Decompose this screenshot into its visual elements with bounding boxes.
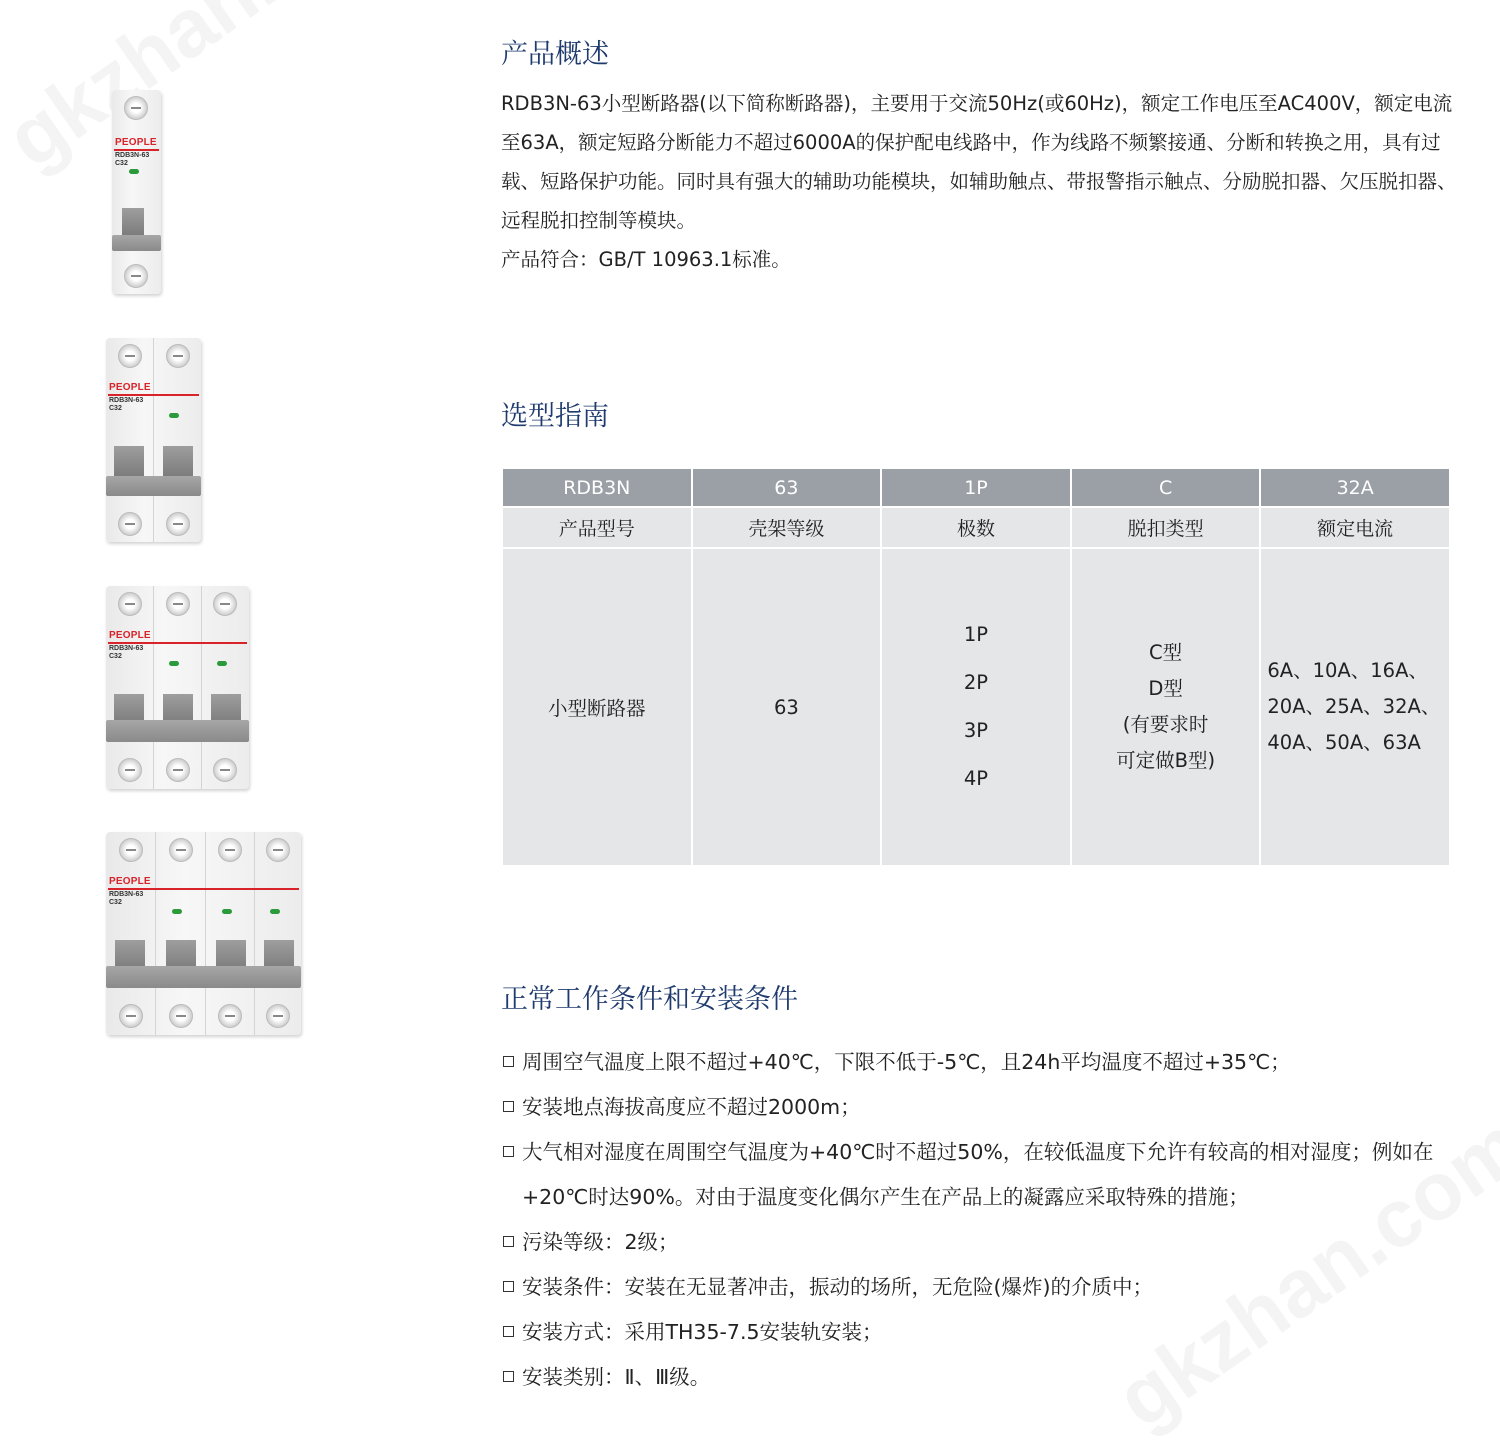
header-cell: C bbox=[1071, 468, 1261, 507]
trip-option: (有要求时 bbox=[1122, 713, 1209, 736]
list-item bbox=[501, 1265, 1481, 1310]
rating-label: C32 bbox=[109, 653, 122, 660]
pole-option: 2P bbox=[963, 671, 989, 694]
status-led bbox=[217, 661, 227, 666]
table-header-row bbox=[502, 468, 1450, 507]
lever-bar bbox=[112, 235, 161, 251]
lever bbox=[114, 446, 144, 476]
screw-icon bbox=[118, 512, 142, 536]
header-cell: 63 bbox=[692, 468, 882, 507]
watermark bbox=[0, 0, 432, 187]
rating-label: C32 bbox=[109, 899, 122, 906]
screw-icon bbox=[213, 758, 237, 782]
rating-label: C32 bbox=[109, 405, 122, 412]
header-cell: RDB3N bbox=[502, 468, 692, 507]
conditions-title: 正常工作条件和安装条件 bbox=[501, 984, 798, 1015]
lever-bar bbox=[106, 476, 201, 496]
overview-paragraph: RDB3N-63小型断路器(以下简称断路器)，主要用于交流50Hz(或60Hz)，额定工作电压至AC400V，额定电流至63A，额定短路分断能力不超过6000A的保护配电线路中，作为线路不频繁接通、分断和转换之用，具有过载、短路保护功能。同时具有强大的辅助功能模块，如辅助触点、带报警指示触点、分励脱扣器、欠压脱扣器、远程脱扣控制等模块。 bbox=[501, 92, 1457, 232]
selection-title: 选型指南 bbox=[501, 401, 609, 432]
screw-icon bbox=[118, 344, 142, 368]
list-item bbox=[501, 1355, 1481, 1400]
list-item-text: 安装类别：Ⅱ、Ⅲ级。 bbox=[522, 1365, 711, 1389]
pole-option: 4P bbox=[963, 767, 989, 790]
rated-current-cell bbox=[1260, 548, 1450, 866]
overview-standard: 产品符合：GB/T 10963.1标准。 bbox=[501, 248, 791, 271]
breaker-3p-image bbox=[106, 586, 249, 789]
status-led bbox=[129, 169, 139, 174]
screw-icon bbox=[266, 1004, 290, 1028]
breaker-1p-image bbox=[112, 90, 161, 294]
trip-option: 可定做B型) bbox=[1116, 749, 1216, 772]
list-item bbox=[501, 1085, 1481, 1130]
screw-icon bbox=[169, 1004, 193, 1028]
lever-bar bbox=[106, 720, 249, 742]
checkbox-square-icon bbox=[503, 1236, 514, 1247]
model-label: RDB3N-63 bbox=[109, 397, 144, 404]
overview-text bbox=[501, 84, 1471, 279]
subheader-cell: 脱扣类型 bbox=[1071, 507, 1261, 548]
breaker-2p-image bbox=[106, 338, 201, 542]
screw-icon bbox=[119, 838, 143, 862]
pole-option: 3P bbox=[963, 719, 989, 742]
list-item bbox=[501, 1310, 1481, 1355]
screw-icon bbox=[118, 758, 142, 782]
screw-icon bbox=[124, 96, 148, 120]
checkbox-square-icon bbox=[503, 1056, 514, 1067]
model-label: RDB3N-63 bbox=[109, 645, 144, 652]
list-item-text: 安装地点海拔高度应不超过2000m； bbox=[522, 1095, 861, 1119]
current-option: 40A、50A、63A bbox=[1267, 731, 1421, 754]
screw-icon bbox=[166, 592, 190, 616]
checkbox-square-icon bbox=[503, 1326, 514, 1337]
lever bbox=[163, 446, 193, 476]
rating-label: C32 bbox=[115, 160, 128, 167]
screw-icon bbox=[166, 344, 190, 368]
screw-icon bbox=[166, 758, 190, 782]
checkbox-square-icon bbox=[503, 1101, 514, 1112]
screw-icon bbox=[166, 512, 190, 536]
lever bbox=[122, 208, 144, 235]
screw-icon bbox=[169, 838, 193, 862]
list-item-text: 大气相对湿度在周围空气温度为+40℃时不超过50%，在较低温度下允许有较高的相对湿度；例如在+20℃时达90%。对由于温度变化偶尔产生在产品上的凝露应采取特殊的措施； bbox=[522, 1140, 1434, 1209]
status-led bbox=[172, 909, 182, 914]
table-row bbox=[502, 548, 1450, 866]
screw-icon bbox=[118, 592, 142, 616]
screw-icon bbox=[266, 838, 290, 862]
trip-option: D型 bbox=[1148, 677, 1183, 700]
model-label: RDB3N-63 bbox=[115, 152, 150, 159]
model-label: RDB3N-63 bbox=[109, 891, 144, 898]
screw-icon bbox=[119, 1004, 143, 1028]
subheader-cell: 额定电流 bbox=[1260, 507, 1450, 548]
pole-option: 1P bbox=[963, 623, 989, 646]
checkbox-square-icon bbox=[503, 1281, 514, 1292]
subheader-cell: 产品型号 bbox=[502, 507, 692, 548]
list-item-text: 周围空气温度上限不超过+40℃，下限不低于-5℃，且24h平均温度不超过+35℃； bbox=[522, 1050, 1291, 1074]
status-led bbox=[222, 909, 232, 914]
overview-title: 产品概述 bbox=[501, 39, 609, 70]
brand-label: PEOPLE bbox=[109, 382, 151, 393]
checkbox-square-icon bbox=[503, 1146, 514, 1157]
poles-cell bbox=[881, 548, 1071, 866]
list-item bbox=[501, 1130, 1481, 1220]
subheader-cell: 壳架等级 bbox=[692, 507, 882, 548]
subheader-cell: 极数 bbox=[881, 507, 1071, 548]
current-option: 6A、10A、16A、 bbox=[1267, 659, 1428, 682]
selection-table bbox=[501, 467, 1451, 867]
list-item-text: 安装条件：安装在无显著冲击，振动的场所，无危险(爆炸)的介质中； bbox=[522, 1275, 1153, 1299]
brand-label: PEOPLE bbox=[115, 137, 157, 148]
brand-label: PEOPLE bbox=[109, 876, 151, 887]
screw-icon bbox=[213, 592, 237, 616]
screw-icon bbox=[124, 264, 148, 288]
frame-cell: 63 bbox=[692, 548, 882, 866]
table-subheader-row bbox=[502, 507, 1450, 548]
header-cell: 32A bbox=[1260, 468, 1450, 507]
trip-type-cell bbox=[1071, 548, 1261, 866]
breaker-4p-image bbox=[106, 832, 301, 1035]
trip-option: C型 bbox=[1149, 641, 1183, 664]
brand-label: PEOPLE bbox=[109, 630, 151, 641]
list-item bbox=[501, 1040, 1481, 1085]
screw-icon bbox=[218, 838, 242, 862]
lever-bar bbox=[106, 966, 301, 988]
list-item bbox=[501, 1220, 1481, 1265]
list-item-text: 污染等级：2级； bbox=[522, 1230, 679, 1254]
header-cell: 1P bbox=[881, 468, 1071, 507]
checkbox-square-icon bbox=[503, 1371, 514, 1382]
status-led bbox=[169, 661, 179, 666]
conditions-list bbox=[501, 1040, 1481, 1400]
status-led bbox=[270, 909, 280, 914]
current-option: 20A、25A、32A、 bbox=[1267, 695, 1441, 718]
product-type-cell: 小型断路器 bbox=[502, 548, 692, 866]
list-item-text: 安装方式：采用TH35-7.5安装轨安装； bbox=[522, 1320, 883, 1344]
screw-icon bbox=[218, 1004, 242, 1028]
status-led bbox=[169, 413, 179, 418]
